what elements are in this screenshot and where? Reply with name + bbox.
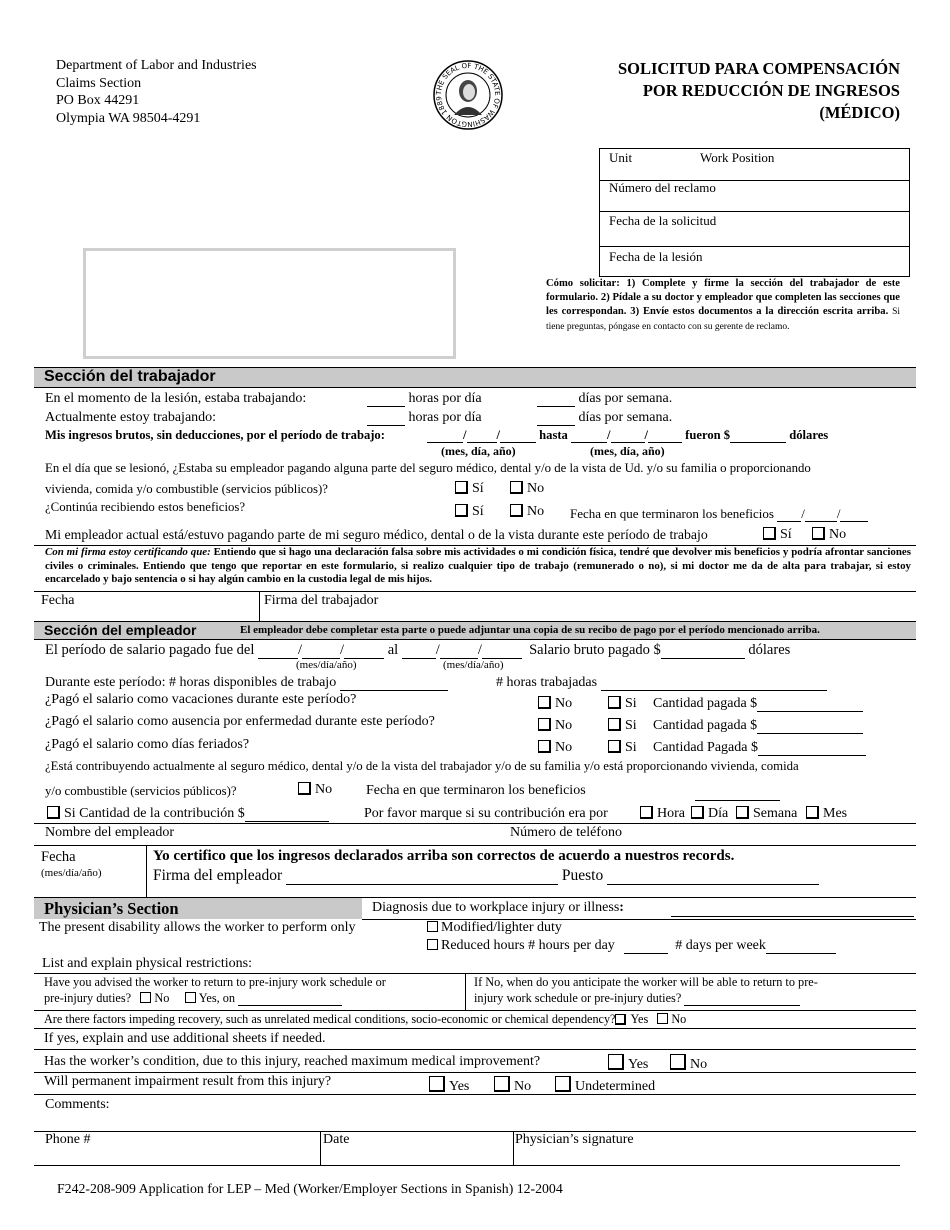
employer-section-note: El empleador debe completar esta parte o puede adjuntar una copia de su recibo de pago por el período mencionado arriba. <box>240 624 820 636</box>
no-label: No <box>514 1079 532 1094</box>
return-question-1: Have you advised the worker to return to pre-injury work schedule or <box>44 975 386 989</box>
checkbox-icon[interactable] <box>140 992 151 1003</box>
contributing-question-2: y/o combustible (servicios públicos)? <box>45 784 237 798</box>
reduced-hours-option[interactable] <box>427 938 836 954</box>
no-label: No <box>315 782 333 797</box>
holiday-amount-input[interactable] <box>758 755 866 756</box>
vacation-amount-input[interactable] <box>757 711 863 712</box>
if-no-question <box>474 975 818 1006</box>
hours-label: horas por día <box>408 410 482 425</box>
checkbox-icon[interactable] <box>538 718 551 731</box>
amount-label: Cantidad Pagada $ <box>653 740 758 755</box>
income-row: / / hasta / / fueron $ dólares <box>427 428 828 443</box>
benefits-end-month[interactable] <box>777 521 801 522</box>
yes-on-label: Yes, on <box>198 990 236 1005</box>
hours-available-row <box>45 675 448 691</box>
worker-signature-field[interactable]: Firma del trabajador <box>264 593 379 608</box>
certification-text <box>45 546 911 587</box>
salary-period-label: El período de salario pagado fue del <box>45 642 255 658</box>
vacation-no[interactable] <box>538 696 572 712</box>
injury-date-field[interactable]: Fecha de la lesión <box>609 249 703 264</box>
return-question-2: pre-injury duties? <box>44 990 132 1005</box>
gross-salary-label: Salario bruto pagado $ <box>529 642 661 658</box>
checkbox-icon[interactable] <box>736 806 749 819</box>
diagnosis-label: Diagnosis due to workplace injury or illness: <box>372 900 624 915</box>
days-label: días por semana. <box>578 391 673 406</box>
employer-section-title: Sección del empleador <box>44 622 197 638</box>
contributing-question: ¿Está contribuyendo actualmente al seguro médico, dental y/o de la vista del trabajador y/o de su familia y/o está proporcionando vivienda, comida <box>45 759 799 773</box>
worker-date-field[interactable]: Fecha <box>41 593 75 608</box>
si-label: Sí <box>780 527 792 542</box>
checkbox-icon[interactable] <box>763 527 776 540</box>
diagnosis-text: Diagnosis due to workplace injury or illness <box>372 900 620 915</box>
sick-no[interactable] <box>538 718 572 734</box>
if-yes-explain[interactable]: If yes, explain and use additional sheets if needed. <box>44 1031 326 1046</box>
income-to-day[interactable] <box>611 442 645 443</box>
hours-available-label: Durante este período: # horas disponibles de trabajo <box>45 675 337 690</box>
checkbox-icon[interactable] <box>657 1013 668 1024</box>
employer-name-field[interactable]: Nombre del empleador <box>45 825 175 840</box>
state-seal-logo <box>432 59 504 131</box>
no-label: No <box>555 740 573 755</box>
checkbox-icon[interactable] <box>812 527 825 540</box>
per-month-option[interactable] <box>806 806 847 822</box>
month-label: Mes <box>823 806 848 821</box>
holiday-si[interactable] <box>608 740 637 756</box>
contribution-per-label: Por favor marque si su contribución era por <box>364 806 608 821</box>
checkbox-icon[interactable] <box>427 939 438 950</box>
instructions-text: Cómo solicitar: 1) Complete y firme la sección del trabajador de este formulario. 2) Pídale a su doctor y empleador que completen las secciones que les correspondan. 3) Envíe estos documentos a la dirección escrita arriba. <box>546 278 900 318</box>
day-label: Día <box>708 806 729 821</box>
permanent-yes[interactable] <box>429 1076 469 1095</box>
continue-si[interactable] <box>455 504 484 520</box>
hour-label: Hora <box>657 806 685 821</box>
employer-paying-si[interactable] <box>455 481 484 497</box>
income-to-month[interactable] <box>571 442 607 443</box>
checkbox-icon[interactable] <box>555 1076 571 1092</box>
benefits-end-year[interactable] <box>840 521 868 522</box>
sick-amount <box>653 718 863 734</box>
instructions-small: Si tiene preguntas, póngase en contacto con su gerente de reclamo. <box>546 307 900 332</box>
work-position-field[interactable]: Work Position <box>700 150 775 165</box>
factors-yes[interactable] <box>615 1012 648 1026</box>
checkbox-icon[interactable] <box>806 806 819 819</box>
hours-worked-input[interactable] <box>601 690 827 691</box>
title-line: POR REDUCCIÓN DE INGRESOS <box>642 81 900 100</box>
al-label: al <box>387 642 399 658</box>
employer-date-field[interactable]: Fecha <box>41 849 76 865</box>
physician-phone-field[interactable]: Phone # <box>45 1132 91 1147</box>
employer-benefits-end <box>366 783 586 799</box>
yes-label: Yes <box>630 1012 649 1026</box>
date-hint: (mes, día, año) <box>441 444 516 458</box>
contribution-si[interactable] <box>47 806 329 822</box>
si-label: Sí <box>472 504 484 519</box>
injury-hours-row <box>367 391 482 407</box>
no-label: No <box>671 1012 687 1026</box>
injury-days-input[interactable] <box>537 406 575 407</box>
certify-body: Entiendo que si hago una declaración falsa sobre mis actividades o mi condición física, tendré que devolver mis beneficios y podría afrontar sanciones civiles o criminales. Entiendo que tengo que reportar en este formulario, si realizo cualquier tipo de trabajo (remunerado o no), si mi doctor me da de alta para trabajar, si estoy encarcelado y bajo sentencia o si hay algún cambio en la custodia legal de mis hijos. <box>45 546 912 585</box>
current-days-input[interactable] <box>537 425 575 426</box>
mmi-no[interactable] <box>670 1054 707 1073</box>
mmi-yes[interactable] <box>608 1054 648 1073</box>
certify-lead: Con mi firma estoy certificando que: <box>45 546 211 558</box>
vacation-question: ¿Pagó el salario como vacaciones durante este período? <box>45 692 357 707</box>
benefits-end-row: Fecha en que terminaron los beneficios / / <box>570 506 868 522</box>
benefits-end-day[interactable] <box>805 521 837 522</box>
continue-no[interactable] <box>510 504 544 520</box>
checkbox-icon[interactable] <box>538 740 551 753</box>
checkbox-icon[interactable] <box>429 1076 445 1092</box>
date-hint: (mes/día/año) <box>443 659 504 671</box>
address-line: Department of Labor and Industries <box>56 58 257 73</box>
no-label: No <box>829 527 847 542</box>
svg-text:THE SEAL OF THE STATE OF WASHI: THE SEAL OF THE STATE OF WASHINGTON 1889 <box>434 61 502 129</box>
checkbox-icon[interactable] <box>691 806 704 819</box>
benefits-end-label: Fecha en que terminaron los beneficios <box>570 506 774 521</box>
no-label: No <box>527 504 545 519</box>
dolares-label: dólares <box>748 642 791 658</box>
continue-benefits-question: ¿Continúa recibiendo estos beneficios? <box>45 500 246 514</box>
undetermined-label: Undetermined <box>575 1079 656 1094</box>
fueron-label: fueron $ <box>685 428 731 442</box>
present-disability-label: The present disability allows the worker to perform only <box>39 920 356 935</box>
factors-text: Are there factors impeding recovery, such as unrelated medical conditions, socio-economic or chemical dependency? <box>44 1012 616 1026</box>
checkbox-icon[interactable] <box>47 806 60 819</box>
restrictions-label[interactable]: List and explain physical restrictions: <box>42 956 252 971</box>
puesto-label: Puesto <box>561 867 604 884</box>
employer-paying-question-2: vivienda, comida y/o combustible (servicios públicos)? <box>45 482 328 496</box>
permanent-question: Will permanent impairment result from this injury? <box>44 1074 332 1089</box>
anticipated-return-input[interactable] <box>684 1005 800 1006</box>
physician-date-field[interactable]: Date <box>323 1132 350 1147</box>
checkbox-icon[interactable] <box>510 504 523 517</box>
checkbox-icon[interactable] <box>670 1054 686 1070</box>
days-label: días por semana. <box>578 410 673 425</box>
checkbox-icon[interactable] <box>608 740 621 753</box>
current-hours-input[interactable] <box>367 425 405 426</box>
reduced-label: Reduced hours # hours per day <box>441 938 615 953</box>
si-label: Si <box>625 740 637 755</box>
address-line: Claims Section <box>56 75 142 91</box>
current-employer-no[interactable] <box>812 527 846 543</box>
sick-si[interactable] <box>608 718 637 734</box>
dolares-label: dólares <box>789 428 829 442</box>
current-employer-question: Mi empleador actual está/estuvo pagando parte de mi seguro médico, dental o de la vista durante este período de trabajo <box>45 527 708 542</box>
checkbox-icon[interactable] <box>538 696 551 709</box>
si-label: Sí <box>472 481 484 496</box>
physician-signature-field[interactable]: Physician’s signature <box>515 1132 634 1147</box>
per-hour-option[interactable] <box>640 806 685 822</box>
return-question <box>44 975 386 1006</box>
vacation-amount <box>653 696 863 712</box>
if-no-question-1: If No, when do you anticipate the worker will be able to return to pre- <box>474 975 818 989</box>
salary-to-month[interactable] <box>402 658 436 659</box>
hours-worked-label: # horas trabajadas <box>496 675 598 690</box>
unit-field[interactable]: Unit <box>609 150 633 165</box>
factors-question <box>44 1012 686 1027</box>
date-hint: (mes, día, año) <box>590 444 665 458</box>
income-from-month[interactable] <box>427 442 463 443</box>
employer-certification: Yo certifico que los ingresos declarados arriba son correctos de acuerdo a nuestros records. <box>153 848 735 864</box>
contribution-label: Si Cantidad de la contribución $ <box>64 806 245 821</box>
factors-no[interactable] <box>657 1012 686 1026</box>
holiday-no[interactable] <box>538 740 572 756</box>
contributing-no[interactable] <box>298 782 332 798</box>
employer-signature-label: Firma del empleador <box>153 867 283 884</box>
amount-label: Cantidad pagada $ <box>653 696 758 711</box>
permanent-undetermined[interactable] <box>555 1076 655 1095</box>
injury-days-row <box>537 391 672 407</box>
no-label: No <box>555 718 573 733</box>
checkbox-icon[interactable] <box>608 696 621 709</box>
income-from-year[interactable] <box>500 442 536 443</box>
injury-hours-input[interactable] <box>367 406 405 407</box>
address-line: PO Box 44291 <box>56 93 140 108</box>
instructions <box>546 277 900 334</box>
checkbox-icon[interactable] <box>185 992 196 1003</box>
request-date-field[interactable]: Fecha de la solicitud <box>609 213 717 228</box>
hours-available-input[interactable] <box>340 690 448 691</box>
permanent-no[interactable] <box>494 1076 531 1095</box>
hours-worked-row <box>496 675 827 691</box>
checkbox-icon[interactable] <box>510 481 523 494</box>
checkbox-icon[interactable] <box>615 1014 626 1025</box>
if-no-question-2: injury work schedule or pre-injury duties? <box>474 990 682 1005</box>
no-label: No <box>154 990 170 1005</box>
form-footer: F242-208-909 Application for LEP – Med (Worker/Employer Sections in Spanish) 12-2004 <box>57 1181 563 1196</box>
hours-per-day-input[interactable] <box>624 953 668 954</box>
employer-signature-input[interactable] <box>286 884 558 885</box>
si-label: Si <box>625 696 637 711</box>
benefits-end-label: Fecha en que terminaron los beneficios <box>366 783 586 798</box>
comments-field[interactable]: Comments: <box>45 1097 110 1112</box>
salary-period-row: El período de salario pagado fue del / / al / / Salario bruto pagado $ dólares <box>45 642 791 658</box>
contribution-amount-input[interactable] <box>245 821 329 822</box>
modified-duty-option[interactable] <box>427 920 562 936</box>
employer-paying-no[interactable] <box>510 481 544 497</box>
form-title <box>618 58 900 124</box>
return-yes[interactable] <box>185 991 235 1005</box>
return-no[interactable] <box>140 991 169 1005</box>
holiday-amount <box>653 740 866 756</box>
income-from-day[interactable] <box>467 442 497 443</box>
gross-salary-input[interactable] <box>661 658 745 659</box>
no-label: No <box>555 696 573 711</box>
checkbox-icon[interactable] <box>455 504 468 517</box>
current-hours-row <box>367 410 482 426</box>
holiday-question: ¿Pagó el salario como días feriados? <box>45 737 250 752</box>
hasta-label: hasta <box>539 428 568 442</box>
checkbox-icon[interactable] <box>298 782 311 795</box>
injury-hours-label: En el momento de la lesión, estaba trabajando: <box>45 391 307 406</box>
address-line: Olympia WA 98504-4291 <box>56 110 201 126</box>
si-label: Si <box>625 718 637 733</box>
checkbox-icon[interactable] <box>494 1076 510 1092</box>
employer-paying-question: En el día que se lesionó, ¿Estaba su empleador pagando alguna parte del seguro médico, dental y/o de la vista de Ud. y/o su familia o proporcionando <box>45 461 811 475</box>
title-line: SOLICITUD PARA COMPENSACIÓN <box>617 59 900 78</box>
physician-section-title: Physician’s Section <box>44 899 179 918</box>
checkbox-icon[interactable] <box>427 921 438 932</box>
puesto-input[interactable] <box>607 884 819 885</box>
income-label: Mis ingresos brutos, sin deducciones, por el período de trabajo: <box>45 428 385 442</box>
per-week-option[interactable] <box>736 806 797 822</box>
date-hint: (mes/día/año) <box>296 659 357 671</box>
income-amount-input[interactable] <box>730 442 786 443</box>
current-hours-label: Actualmente estoy trabajando: <box>45 410 217 425</box>
mmi-question: Has the worker’s condition, due to this injury, reached maximum medical improvement? <box>44 1054 541 1069</box>
current-employer-si[interactable] <box>763 527 792 543</box>
checkbox-icon[interactable] <box>640 806 653 819</box>
no-label: No <box>690 1057 708 1072</box>
amount-label: Cantidad pagada $ <box>653 718 758 733</box>
department-address <box>56 57 257 127</box>
sick-amount-input[interactable] <box>757 733 863 734</box>
income-to-year[interactable] <box>648 442 682 443</box>
yes-label: Yes <box>628 1057 649 1072</box>
title-line: (MÉDICO) <box>819 103 900 122</box>
checkbox-icon[interactable] <box>455 481 468 494</box>
employer-phone-field[interactable]: Número de teléfono <box>510 825 622 840</box>
days-per-week-label: # days per week <box>675 938 766 953</box>
days-per-week-input[interactable] <box>766 953 836 954</box>
return-date-input[interactable] <box>238 1005 342 1006</box>
address-window <box>83 248 456 359</box>
salary-from-month[interactable] <box>258 658 298 659</box>
yes-label: Yes <box>449 1079 470 1094</box>
claim-number-field[interactable]: Número del reclamo <box>609 180 716 195</box>
employer-date-hint: (mes/día/año) <box>41 867 102 879</box>
week-label: Semana <box>753 806 798 821</box>
hours-label: horas por día <box>408 391 482 406</box>
vacation-si[interactable] <box>608 696 637 712</box>
modified-label: Modified/lighter duty <box>441 920 562 935</box>
worker-section-title: Sección del trabajador <box>44 368 216 385</box>
current-days-row <box>537 410 672 426</box>
per-day-option[interactable] <box>691 806 728 822</box>
sick-question: ¿Pagó el salario como ausencia por enfermedad durante este período? <box>45 714 435 729</box>
employer-signature-row <box>153 867 819 885</box>
checkbox-icon[interactable] <box>608 718 621 731</box>
no-label: No <box>527 481 545 496</box>
checkbox-icon[interactable] <box>608 1054 624 1070</box>
